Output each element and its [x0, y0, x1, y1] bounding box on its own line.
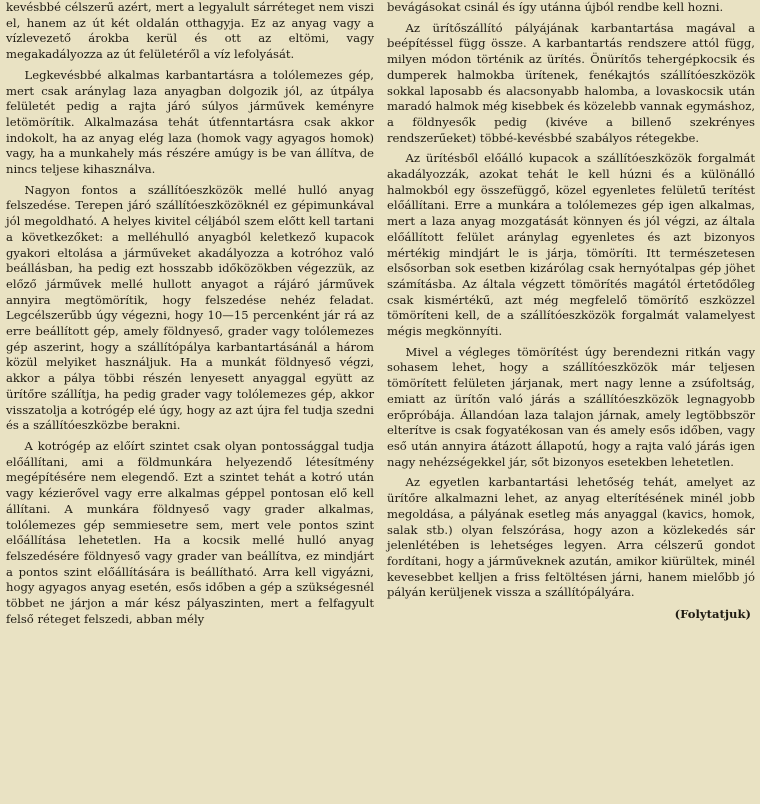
paragraph: kevésbbé célszerű azért, mert a legyalult sárréteget nem viszi el, hanem az út két oldalán otthagyja. Ez az anyag vagy a vízlevezető árokba kerül és ott az eltömi, vagy megakadályozza az út felületéről a víz lefolyását.	[6, 0, 374, 62]
paragraph: Nagyon fontos a szállítóeszközök mellé hulló anyag felszedése. Terepen járó szállítóeszközöknél ez gépimunkával jól megoldható. A helyes kivitel céljából szem előtt kell tartani a következőket: a melléhulló anyagból keletkező kupacok gyakori eltolása a járműveket akadályozza a kotróhoz való beállásban, ha pedig ezt hosszabb időközökben végezzük, az előző járművek mellé hullott anyagot a rájáró járművek annyira megtömörítik, hogy felszedése nehéz feladat. Legcélszerűbb úgy végezni, hogy 10—15 percenként jár rá az erre beállított gép, amely földnyeső, grader vagy tolólemezes gép aszerint, hogy a szállítópálya karbantartásánál a három közül melyiket használjuk. Ha a munkát földnyeső végzi, akkor a pálya többi részén lenyesett anyaggal együtt az ürítőre szállítja, ha pedig grader vagy tolólemezes gép, akkor visszatolja a kotrógép elé úgy, hogy az azt újra fel tudja szedni és a szállítóeszközbe berakni.	[6, 182, 374, 433]
paragraph: A kotrógép az előírt szintet csak olyan pontossággal tudja előállítani, ami a földmunkára helyezendő létesítmény megépítésére nem elegendő. Ezt a szintet tehát a kotró után vagy kézierővel vagy erre alkalmas géppel pontosan elő kell állítani. A munkára földnyeső vagy grader alkalmas, tolólemezes gép semmiesetre sem, mert vele pontos szint előállítása lehetetlen. Ha a kocsik mellé hulló anyag felszedésére földnyeső vagy grader van beállítva, ez mindjárt a pontos szint előállítására is beállítható. Arra kell vigyázni, hogy agyagos anyag esetén, esős időben a gép a szükségesnél többet ne járjon a már kész pályaszinten, mert a felfagyult felső réteget felszedi, abban mély	[6, 438, 374, 626]
paragraph: Legkevésbbé alkalmas karbantartásra a tolólemezes gép, mert csak aránylag laza anyagban dolgozik jól, az útpálya felületét pedig a rajta járó súlyos járművek keményre letömörítik. Alkalmazása tehát útfenntartásra csak akkor indokolt, ha az anyag elég laza (homok vagy agyagos homok) vagy, ha a munkahely más részére amúgy is be van állítva, de nincs teljese kihasználva.	[6, 67, 374, 177]
paragraph: Az ürítésből előálló kupacok a szállítóeszközök forgalmát akadályozzák, azokat tehát le kell húzni és a különálló halmokból egy összefüggő, közel egyenletes felületű terítést előállítani. Erre a munkára a tolólemezes gép igen alkalmas, mert a laza anyag mozgatását könnyen és jól végzi, az általa előállított felület aránylag egyenletes és azt bizonyos mértékig mindjárt le is járja, tömöríti. Itt természetesen elsősorban sok esetben kizárólag csak hernyótalpas gép jöhet számításba. Az általa végzett tömörítés magától értetődőleg csak kismértékű, azt még megfelelő tömörítő eszközzel tömöríteni kell, de a szállítóeszközök forgalmát valamelyest mégis megkönnyíti.	[387, 151, 755, 339]
continuation-note: (Folytatjuk)	[674, 607, 751, 622]
left-column	[6, 0, 374, 804]
paragraph: Mivel a végleges tömörítést úgy berendezni ritkán vagy sohasem lehet, hogy a szállítóeszközök már teljesen tömörített felületen járjanak, mert nagy lenne a zsúfoltság, emiatt az ürítőn való járás a szállítóeszközök legnagyobb erőpróbája. Állandóan laza talajon járnak, amely legtöbbször elterítve is csak fogyatékosan van és amely esős időben, vagy eső után annyira átázott állapotú, hogy a rajta való járás igen nagy nehézségekkel jár, sőt bizonyos esetekben lehetetlen.	[387, 344, 755, 469]
paragraph: bevágásokat csinál és így utánna újból rendbe kell hozni.	[387, 0, 724, 14]
right-column	[387, 0, 755, 804]
paragraph: Az egyetlen karbantartási lehetőség tehát, amelyet az ürítőre alkalmazni lehet, az anyag elterítésének minél jobb megoldása, a pályának esetleg más anyaggal (kavics, homok, salak stb.) olyan felszórása, hogy azon a közlekedés sár jelenlétében is lehetséges legyen. Arra célszerű gondot fordítani, hogy a járműveknek azután, amikor kiürültek, minél kevesebbet kelljen a friss feltöltésen járni, hanem mielőbb jó pályán kerüljenek vissza a szállítópályára.	[387, 475, 755, 600]
paragraph: Az ürítőszállító pályájának karbantartása magával a beépítéssel függ össze. A karbantartás rendszere attól függ, milyen módon történik az ürítés. Önürítős tehergépkocsik és dumperek halmokba ürítenek, fenékajtós szállítóeszközök sokkal laposabb és alacsonyabb halomba, a lovaskocsik után maradó halmok még kisebbek és közelebb vannak egymáshoz, a földnyesők pedig (kivéve a billenő szekrényes rendszerűeket) többé-kevésbbé szabályos rétegekbe.	[387, 20, 755, 145]
